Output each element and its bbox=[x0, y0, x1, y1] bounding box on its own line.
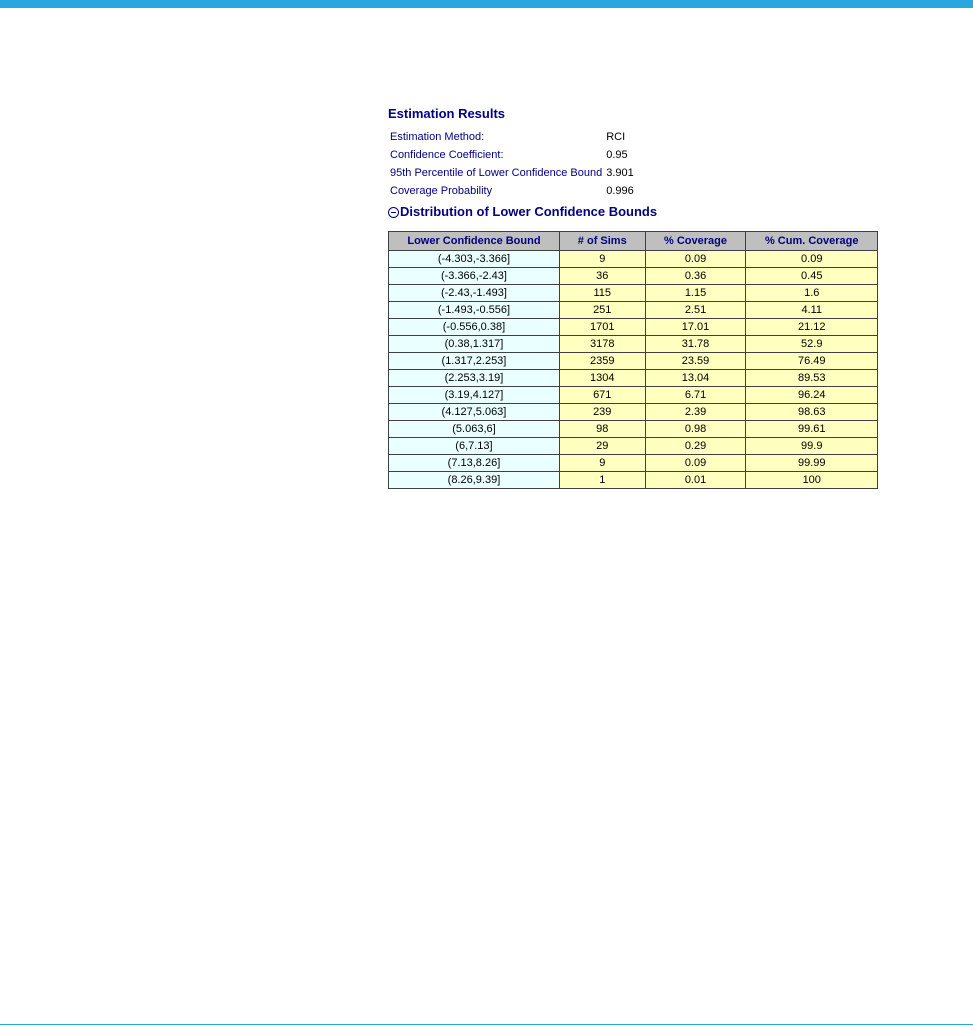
coverage-cell: 17.01 bbox=[645, 319, 746, 336]
bound-cell: (-1.493,-0.556] bbox=[389, 302, 560, 319]
table-row bbox=[389, 336, 878, 353]
collapse-minus-icon[interactable] bbox=[388, 207, 399, 218]
bound-cell: (5.063,6] bbox=[389, 421, 560, 438]
sims-cell: 98 bbox=[559, 421, 645, 438]
coverage-probability-value: 0.996 bbox=[606, 185, 634, 197]
table-row bbox=[389, 251, 878, 268]
percentile-lower-bound-label: 95th Percentile of Lower Confidence Bound bbox=[390, 167, 603, 179]
sims-cell: 239 bbox=[559, 404, 645, 421]
estimation-method-value: RCI bbox=[606, 131, 626, 143]
bound-cell: (6,7.13] bbox=[389, 438, 560, 455]
percentile-lower-bound-value: 3.901 bbox=[606, 167, 634, 179]
bottom-divider bbox=[0, 1024, 973, 1025]
coverage-cell: 0.01 bbox=[645, 472, 746, 489]
table-row bbox=[389, 472, 878, 489]
distribution-section-title: Distribution of Lower Confidence Bounds bbox=[400, 204, 658, 219]
bound-cell: (-4.303,-3.366] bbox=[389, 251, 560, 268]
coverage-probability-label: Coverage Probability bbox=[390, 185, 493, 197]
sims-cell: 9 bbox=[559, 455, 645, 472]
table-row bbox=[389, 404, 878, 421]
coverage-cell: 31.78 bbox=[645, 336, 746, 353]
bound-cell: (-2.43,-1.493] bbox=[389, 285, 560, 302]
distribution-table-body bbox=[389, 251, 878, 489]
table-row bbox=[389, 268, 878, 285]
coverage-cell: 13.04 bbox=[645, 370, 746, 387]
table-row bbox=[389, 302, 878, 319]
table-row bbox=[389, 455, 878, 472]
cum-coverage-cell: 98.63 bbox=[746, 404, 878, 421]
bound-cell: (0.38,1.317] bbox=[389, 336, 560, 353]
summary-row-coverage bbox=[388, 182, 636, 200]
confidence-coefficient-label: Confidence Coefficient: bbox=[390, 149, 504, 161]
cum-coverage-cell: 0.45 bbox=[746, 268, 878, 285]
cum-coverage-cell: 99.99 bbox=[746, 455, 878, 472]
sims-cell: 115 bbox=[559, 285, 645, 302]
coverage-cell: 1.15 bbox=[645, 285, 746, 302]
table-row bbox=[389, 370, 878, 387]
bound-cell: (7.13,8.26] bbox=[389, 455, 560, 472]
sims-cell: 1304 bbox=[559, 370, 645, 387]
column-header-cum-coverage: % Cum. Coverage bbox=[746, 232, 878, 251]
cum-coverage-cell: 100 bbox=[746, 472, 878, 489]
sims-cell: 36 bbox=[559, 268, 645, 285]
coverage-cell: 0.29 bbox=[645, 438, 746, 455]
cum-coverage-cell: 4.11 bbox=[746, 302, 878, 319]
estimation-method-label: Estimation Method: bbox=[390, 131, 485, 143]
sims-cell: 1701 bbox=[559, 319, 645, 336]
cum-coverage-cell: 96.24 bbox=[746, 387, 878, 404]
cum-coverage-cell: 1.6 bbox=[746, 285, 878, 302]
sims-cell: 3178 bbox=[559, 336, 645, 353]
coverage-cell: 0.09 bbox=[645, 455, 746, 472]
distribution-table bbox=[388, 231, 878, 489]
sims-cell: 1 bbox=[559, 472, 645, 489]
bound-cell: (2.253,3.19] bbox=[389, 370, 560, 387]
bound-cell: (1.317,2.253] bbox=[389, 353, 560, 370]
coverage-cell: 0.09 bbox=[645, 251, 746, 268]
confidence-coefficient-value: 0.95 bbox=[606, 149, 628, 161]
table-row bbox=[389, 438, 878, 455]
coverage-cell: 2.39 bbox=[645, 404, 746, 421]
sims-cell: 2359 bbox=[559, 353, 645, 370]
summary-row-method bbox=[388, 128, 636, 146]
coverage-cell: 6.71 bbox=[645, 387, 746, 404]
estimation-results-panel bbox=[388, 106, 888, 489]
bound-cell: (-0.556,0.38] bbox=[389, 319, 560, 336]
cum-coverage-cell: 99.61 bbox=[746, 421, 878, 438]
sims-cell: 251 bbox=[559, 302, 645, 319]
estimation-summary-table bbox=[388, 128, 636, 200]
bound-cell: (3.19,4.127] bbox=[389, 387, 560, 404]
bound-cell: (8.26,9.39] bbox=[389, 472, 560, 489]
coverage-cell: 0.98 bbox=[645, 421, 746, 438]
column-header-sims: # of Sims bbox=[559, 232, 645, 251]
cum-coverage-cell: 76.49 bbox=[746, 353, 878, 370]
coverage-cell: 2.51 bbox=[645, 302, 746, 319]
top-accent-bar bbox=[0, 0, 973, 8]
table-row bbox=[389, 319, 878, 336]
distribution-section-toggle[interactable] bbox=[388, 204, 888, 220]
column-header-coverage: % Coverage bbox=[645, 232, 746, 251]
cum-coverage-cell: 99.9 bbox=[746, 438, 878, 455]
table-row bbox=[389, 285, 878, 302]
bound-cell: (-3.366,-2.43] bbox=[389, 268, 560, 285]
table-row bbox=[389, 421, 878, 438]
summary-row-percentile bbox=[388, 164, 636, 182]
table-row bbox=[389, 353, 878, 370]
estimation-results-title: Estimation Results bbox=[388, 106, 506, 121]
sims-cell: 9 bbox=[559, 251, 645, 268]
summary-row-confidence bbox=[388, 146, 636, 164]
distribution-table-header bbox=[389, 232, 878, 251]
sims-cell: 671 bbox=[559, 387, 645, 404]
cum-coverage-cell: 52.9 bbox=[746, 336, 878, 353]
sims-cell: 29 bbox=[559, 438, 645, 455]
bound-cell: (4.127,5.063] bbox=[389, 404, 560, 421]
column-header-bound: Lower Confidence Bound bbox=[389, 232, 560, 251]
cum-coverage-cell: 21.12 bbox=[746, 319, 878, 336]
cum-coverage-cell: 0.09 bbox=[746, 251, 878, 268]
coverage-cell: 23.59 bbox=[645, 353, 746, 370]
cum-coverage-cell: 89.53 bbox=[746, 370, 878, 387]
table-row bbox=[389, 387, 878, 404]
coverage-cell: 0.36 bbox=[645, 268, 746, 285]
